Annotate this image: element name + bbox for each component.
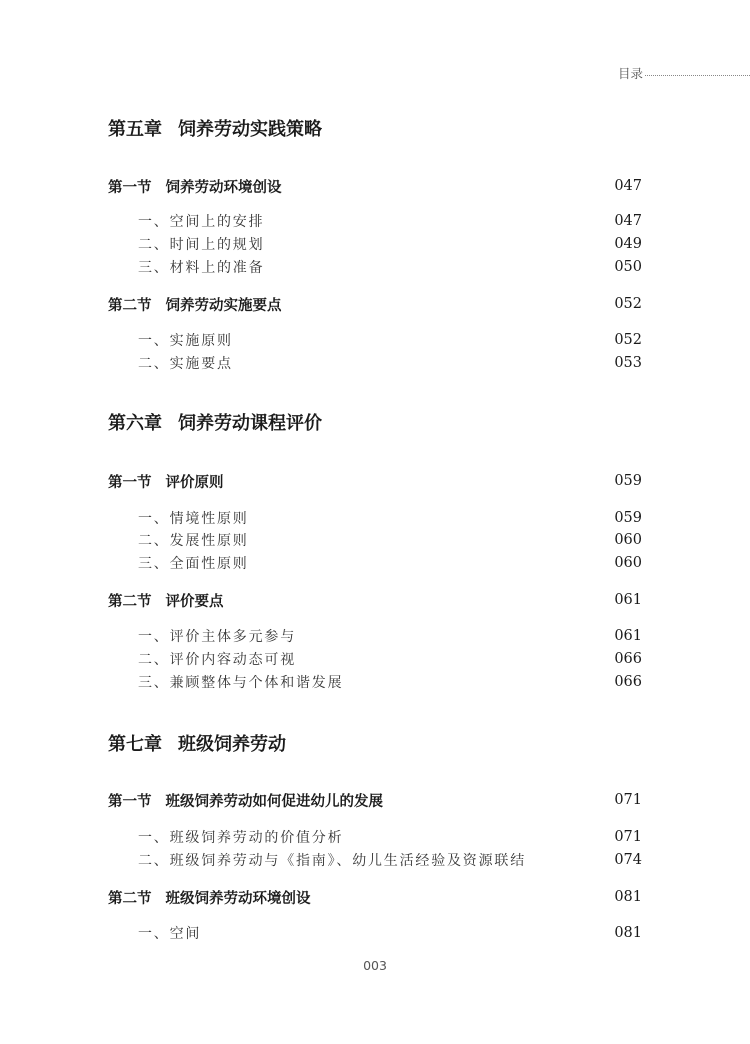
item-label: 三、全面性原则 [138,556,249,572]
item-label: 一、班级饲养劳动的价值分析 [138,830,344,846]
section-label [108,176,282,197]
section-title: 饲养劳动环境创设 [165,179,282,196]
item-label: 三、兼顾整体与个体和谐发展 [138,675,344,691]
section-label [108,294,282,315]
toc-section-row[interactable] [0,174,750,198]
item-page-number: 050 [614,259,642,275]
section-page-number: 071 [614,792,642,808]
section-title: 饲养劳动实施要点 [165,297,282,314]
chapter-number: 第五章 [108,119,162,140]
section-title: 班级饲养劳动如何促进幼儿的发展 [165,793,383,810]
item-page-number: 059 [614,510,642,526]
toc-item-row[interactable] [0,825,750,849]
item-label: 一、评价主体多元参与 [138,629,296,645]
toc-section-row[interactable] [0,588,750,612]
item-page-number: 071 [614,829,642,845]
toc-item-row[interactable] [0,647,750,671]
item-label: 二、实施要点 [138,356,233,372]
toc-section-row[interactable] [0,469,750,493]
toc-item-row[interactable] [0,848,750,872]
section-page-number: 061 [614,592,642,608]
section-page-number: 059 [614,473,642,489]
item-page-number: 061 [614,628,642,644]
item-page-number: 052 [614,332,642,348]
section-label [108,590,224,611]
toc-item-row[interactable] [0,255,750,279]
toc-item-row[interactable] [0,209,750,233]
chapter-number: 第六章 [108,413,162,434]
chapter-heading[interactable] [108,408,322,436]
page-number: 003 [363,958,387,973]
chapter-title: 班级饲养劳动 [178,734,286,755]
item-page-number: 074 [614,852,642,868]
item-page-number: 066 [614,674,642,690]
item-label: 二、评价内容动态可视 [138,652,296,668]
toc-item-row[interactable] [0,232,750,256]
item-label: 二、时间上的规划 [138,237,265,253]
item-page-number: 047 [614,213,642,229]
item-label: 一、实施原则 [138,333,233,349]
section-number: 第二节 [108,297,152,314]
item-page-number: 066 [614,651,642,667]
item-label: 二、发展性原则 [138,533,249,549]
toc-section-row[interactable] [0,788,750,812]
item-label: 一、空间 [138,926,202,942]
section-title: 评价原则 [165,474,224,491]
running-header [618,64,750,82]
item-page-number: 081 [614,925,642,941]
chapter-heading[interactable] [108,729,286,757]
toc-item-row[interactable] [0,506,750,530]
section-page-number: 047 [614,178,642,194]
section-label [108,887,311,908]
item-label: 一、空间上的安排 [138,214,265,230]
item-page-number: 053 [614,355,642,371]
item-label: 一、情境性原则 [138,511,249,527]
item-label: 二、班级饲养劳动与《指南》、幼儿生活经验及资源联结 [138,853,526,869]
section-number: 第一节 [108,793,152,810]
item-page-number: 049 [614,236,642,252]
item-label: 三、材料上的准备 [138,260,265,276]
header-dotted-leader [645,75,750,76]
section-number: 第一节 [108,474,152,491]
section-title: 班级饲养劳动环境创设 [165,890,311,907]
section-page-number: 052 [614,296,642,312]
chapter-heading[interactable] [108,114,322,142]
item-page-number: 060 [614,532,642,548]
section-number: 第二节 [108,890,152,907]
chapter-number: 第七章 [108,734,162,755]
chapter-title: 饲养劳动实践策略 [178,119,322,140]
toc-item-row[interactable] [0,328,750,352]
toc-item-row[interactable] [0,624,750,648]
section-number: 第一节 [108,179,152,196]
section-page-number: 081 [614,889,642,905]
item-page-number: 060 [614,555,642,571]
toc-section-row[interactable] [0,292,750,316]
toc-item-row[interactable] [0,551,750,575]
toc-item-row[interactable] [0,351,750,375]
section-title: 评价要点 [165,593,224,610]
toc-section-row[interactable] [0,885,750,909]
chapter-title: 饲养劳动课程评价 [178,413,322,434]
section-label [108,471,224,492]
running-header-label: 目录 [618,66,644,81]
toc-item-row[interactable] [0,528,750,552]
toc-item-row[interactable] [0,670,750,694]
toc-item-row[interactable] [0,921,750,945]
section-label [108,790,383,811]
section-number: 第二节 [108,593,152,610]
